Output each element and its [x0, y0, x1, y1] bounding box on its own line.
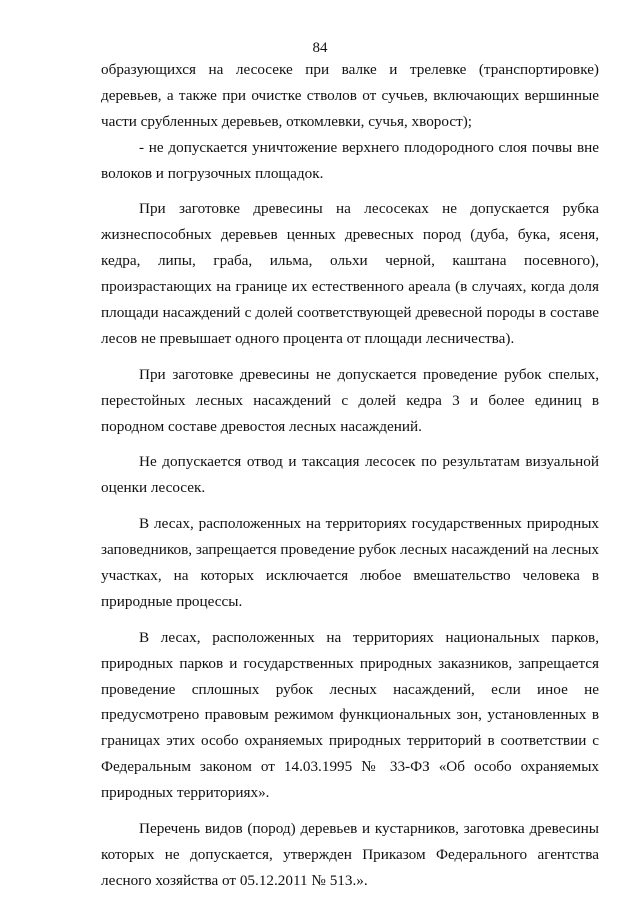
text-line: участках, на которых исключается любое вмешательство человека в: [101, 567, 599, 585]
text-line: природные процессы.: [101, 592, 243, 610]
paragraph-species-list: [101, 816, 599, 894]
paragraph-cedar: [101, 362, 599, 440]
text-line: волоков и погрузочных площадок.: [101, 164, 324, 182]
text-line: деревьев, а также при очистке стволов от сучьев, включающих вершинные: [101, 86, 599, 104]
page-number: 84: [312, 40, 328, 56]
paragraph-national-parks: [101, 625, 599, 806]
text-line: границах этих особо охраняемых природных территорий в соответствии с: [101, 732, 599, 750]
text-line: проведение сплошных рубок лесных насаждений, если иное не: [101, 680, 599, 698]
paragraph-reserves: [101, 511, 599, 615]
text-line: В лесах, расположенных на территориях государственных природных: [139, 515, 599, 533]
text-line: При заготовке древесины на лесосеках не допускается рубка: [139, 200, 599, 218]
text-line: породном составе древостоя лесных насаждений.: [101, 417, 422, 435]
document-body: [101, 57, 599, 894]
text-line: части срубленных деревьев, откомлевки, сучья, хворост);: [101, 112, 473, 130]
text-line: В лесах, расположенных на территориях национальных парков,: [139, 628, 599, 646]
text-line: оценки лесосек.: [101, 479, 206, 497]
text-line: - не допускается уничтожение верхнего плодородного слоя почвы вне: [139, 138, 599, 156]
text-line: произрастающих на границе их естественного ареала (в случаях, когда доля: [101, 278, 599, 296]
paragraph-continuation: [101, 57, 599, 135]
text-line: образующихся на лесосеке при валке и трелевке (транспортировке): [101, 61, 599, 78]
text-line: При заготовке древесины не допускается проведение рубок спелых,: [139, 365, 599, 383]
text-line: лесов не превышает одного процента от площади лесничества).: [101, 329, 515, 347]
text-line: которых не допускается, утвержден Приказом Федерального агентства: [101, 845, 599, 863]
text-line: заповедников, запрещается проведение рубок лесных насаждений на лесных: [101, 541, 599, 559]
text-line: Не допускается отвод и таксация лесосек по результатам визуальной: [139, 453, 599, 471]
text-line: лесного хозяйства от 05.12.2011 № 513.».: [101, 871, 368, 889]
text-line: жизнеспособных деревьев ценных древесных пород (дуба, бука, ясеня,: [101, 226, 599, 244]
text-line: перестойных лесных насаждений с долей кедра 3 и более единиц в: [101, 391, 599, 409]
text-line: кедра, липы, граба, ильма, ольхи черной, каштана посевного),: [101, 252, 599, 270]
paragraph-list-item: [101, 135, 599, 187]
paragraph-valuable-species: [101, 196, 599, 351]
text-line: природных территориях».: [101, 784, 270, 802]
text-line: природных парков и государственных природных заказников, запрещается: [101, 654, 599, 672]
text-line: Федеральным законом от 14.03.1995 № 33-ФЗ «Об особо охраняемых: [101, 758, 599, 776]
text-line: Перечень видов (пород) деревьев и кустарников, заготовка древесины: [139, 820, 599, 838]
text-line: предусмотрено правовым режимом функциональных зон, установленных в: [101, 706, 599, 724]
paragraph-visual-assessment: [101, 449, 599, 501]
text-line: площади насаждений с долей соответствующей древесной породы в составе: [101, 304, 599, 322]
